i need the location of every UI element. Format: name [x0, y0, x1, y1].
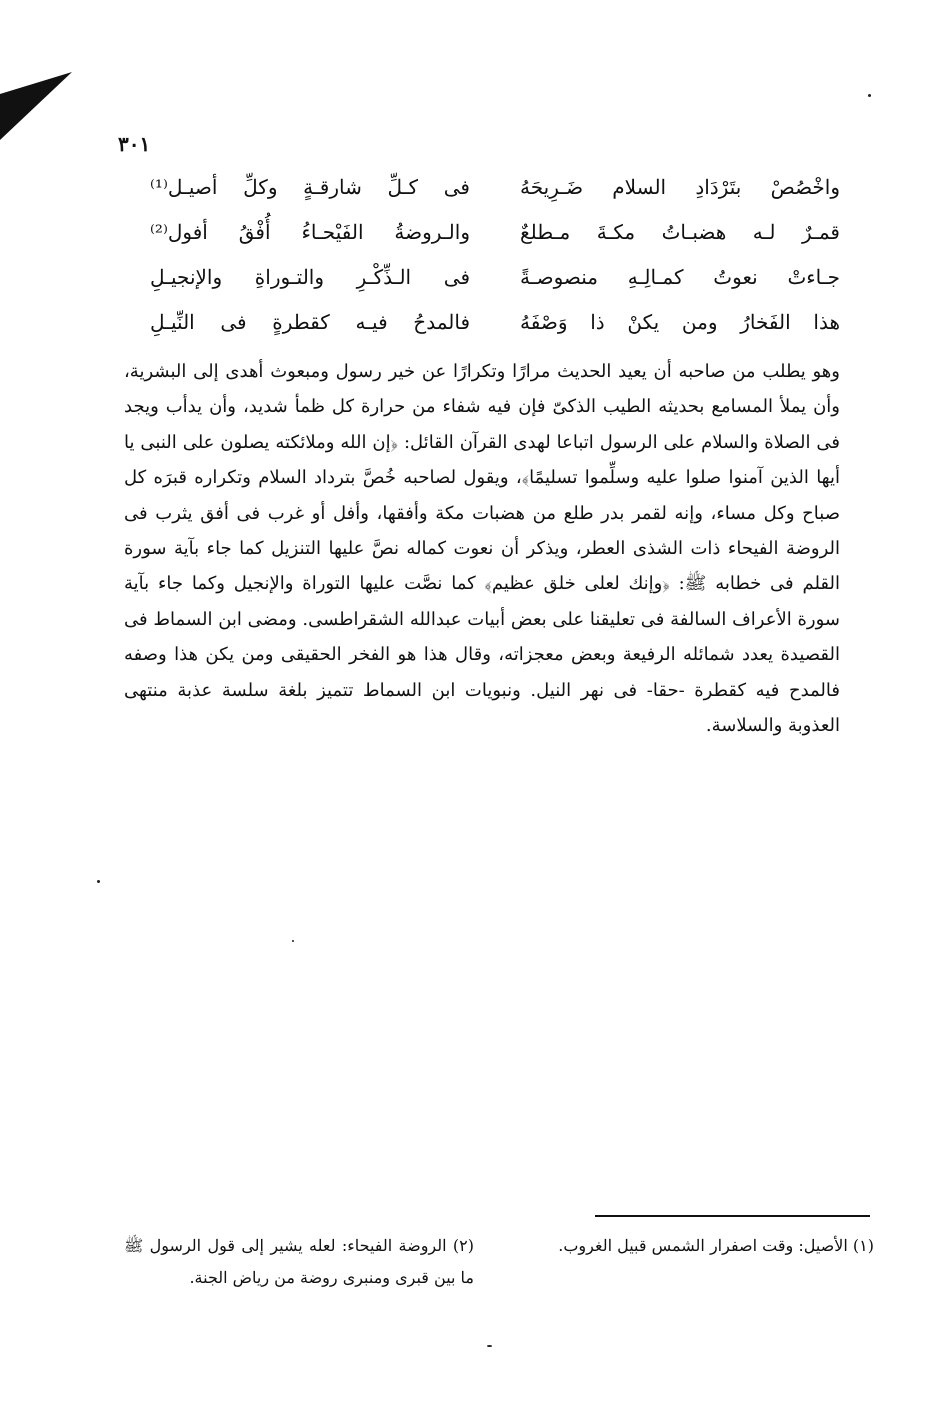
scan-speck — [97, 880, 100, 883]
poem-verses — [150, 165, 840, 345]
verse — [150, 165, 840, 210]
scan-speck — [487, 1345, 492, 1347]
page-corner-mark — [0, 72, 72, 140]
body-paragraph-block — [124, 354, 840, 743]
verse-second-hemistich: فالمدحُ فيـه كقطرةٍ فى النِّيـلِ — [150, 310, 470, 334]
scan-speck — [292, 940, 294, 942]
verse-first-hemistich: واخْصُصْ بتَرْدَادِ السلام ضَـرِيحَهُ — [520, 175, 840, 199]
footnotes — [124, 1230, 874, 1294]
footnote-1: (١) الأصيل: وقت اصفرار الشمس قبيل الغروب. — [558, 1236, 874, 1255]
verse — [150, 255, 840, 300]
verse-second-hemistich: فى الـذِّكْـرِ والتـوراةِ والإنجيـلِ — [150, 265, 470, 289]
verse-second-hemistich: والـروضةُ الفَيْحـاءُ أُفْقُ أفول⁽²⁾ — [150, 220, 470, 244]
verse-second-hemistich: فى كـلِّ شارقـةٍ وكلِّ أصيـل⁽¹⁾ — [150, 175, 470, 199]
verse — [150, 210, 840, 255]
verse-first-hemistich: جـاءتْ نعوتُ كمـالِـهِ منصوصـةً — [520, 265, 840, 289]
verse — [150, 300, 840, 345]
verse-first-hemistich: قمـرٌ لـه هضبـاتُ مكـةَ مـطلعٌ — [520, 220, 840, 244]
body-paragraph: وهو يطلب من صاحبه أن يعيد الحديث مرارًا وتكرارًا عن خير رسول ومبعوث أهدى إلى البشرية، وأن يملأ المسامع بحديثه الطيب الذكىّ فإن فيه شفاء من حرارة كل ظمأ شديد، وأن يدأب ويجد فى الصلاة والسلام على الرسول اتباعا لهدى القرآن القائل: ﴿إن الله وملائكته يصلون على النبى يا أيها الذين آمنوا صلوا عليه وسلِّموا تسليمًا﴾، ويقول لصاحبه خُصَّ بترداد السلام وتكراره قبرَه كل صباح وكل مساء، وإنه لقمر بدر طلع من هضبات مكة وأفقها، وأفل أو غرب فى أفق يثرب فى الروضة الفيحاء ذات الشذى العطر، ويذكر أن نعوت كماله نصَّ عليها التنزيل كما جاء بآية سورة القلم فى خطابه ﷺ: ﴿وإنك لعلى خلق عظيم﴾ كما نصَّت عليها التوراة والإنجيل وكما جاء بآية سورة الأعراف السالفة فى تعليقنا على بعض أبيات عبدالله الشقراطسى. ومضى ابن السماط فى القصيدة يعدد شمائله الرفيعة وبعض معجزاته، وقال هذا هو الفخر الحقيقى ومن يكن هذا وصفه فالمدح فيه كقطرة -حقا- فى نهر النيل. ونبويات ابن السماط تتميز بلغة سلسة عذبة منتهى العذوبة والسلاسة. — [124, 361, 840, 737]
footnote-divider — [595, 1215, 870, 1217]
verse-first-hemistich: هذا الفَخارُ ومن يكنْ ذا وَصْفَهُ — [520, 310, 840, 334]
page-number: ٣٠١ — [118, 132, 151, 156]
footnote-2: (٢) الروضة الفيحاء: لعله يشير إلى قول الرسول ﷺ ما بين قبرى ومنبرى روضة من رياض الجنة. — [124, 1236, 474, 1287]
scan-speck — [868, 94, 871, 97]
